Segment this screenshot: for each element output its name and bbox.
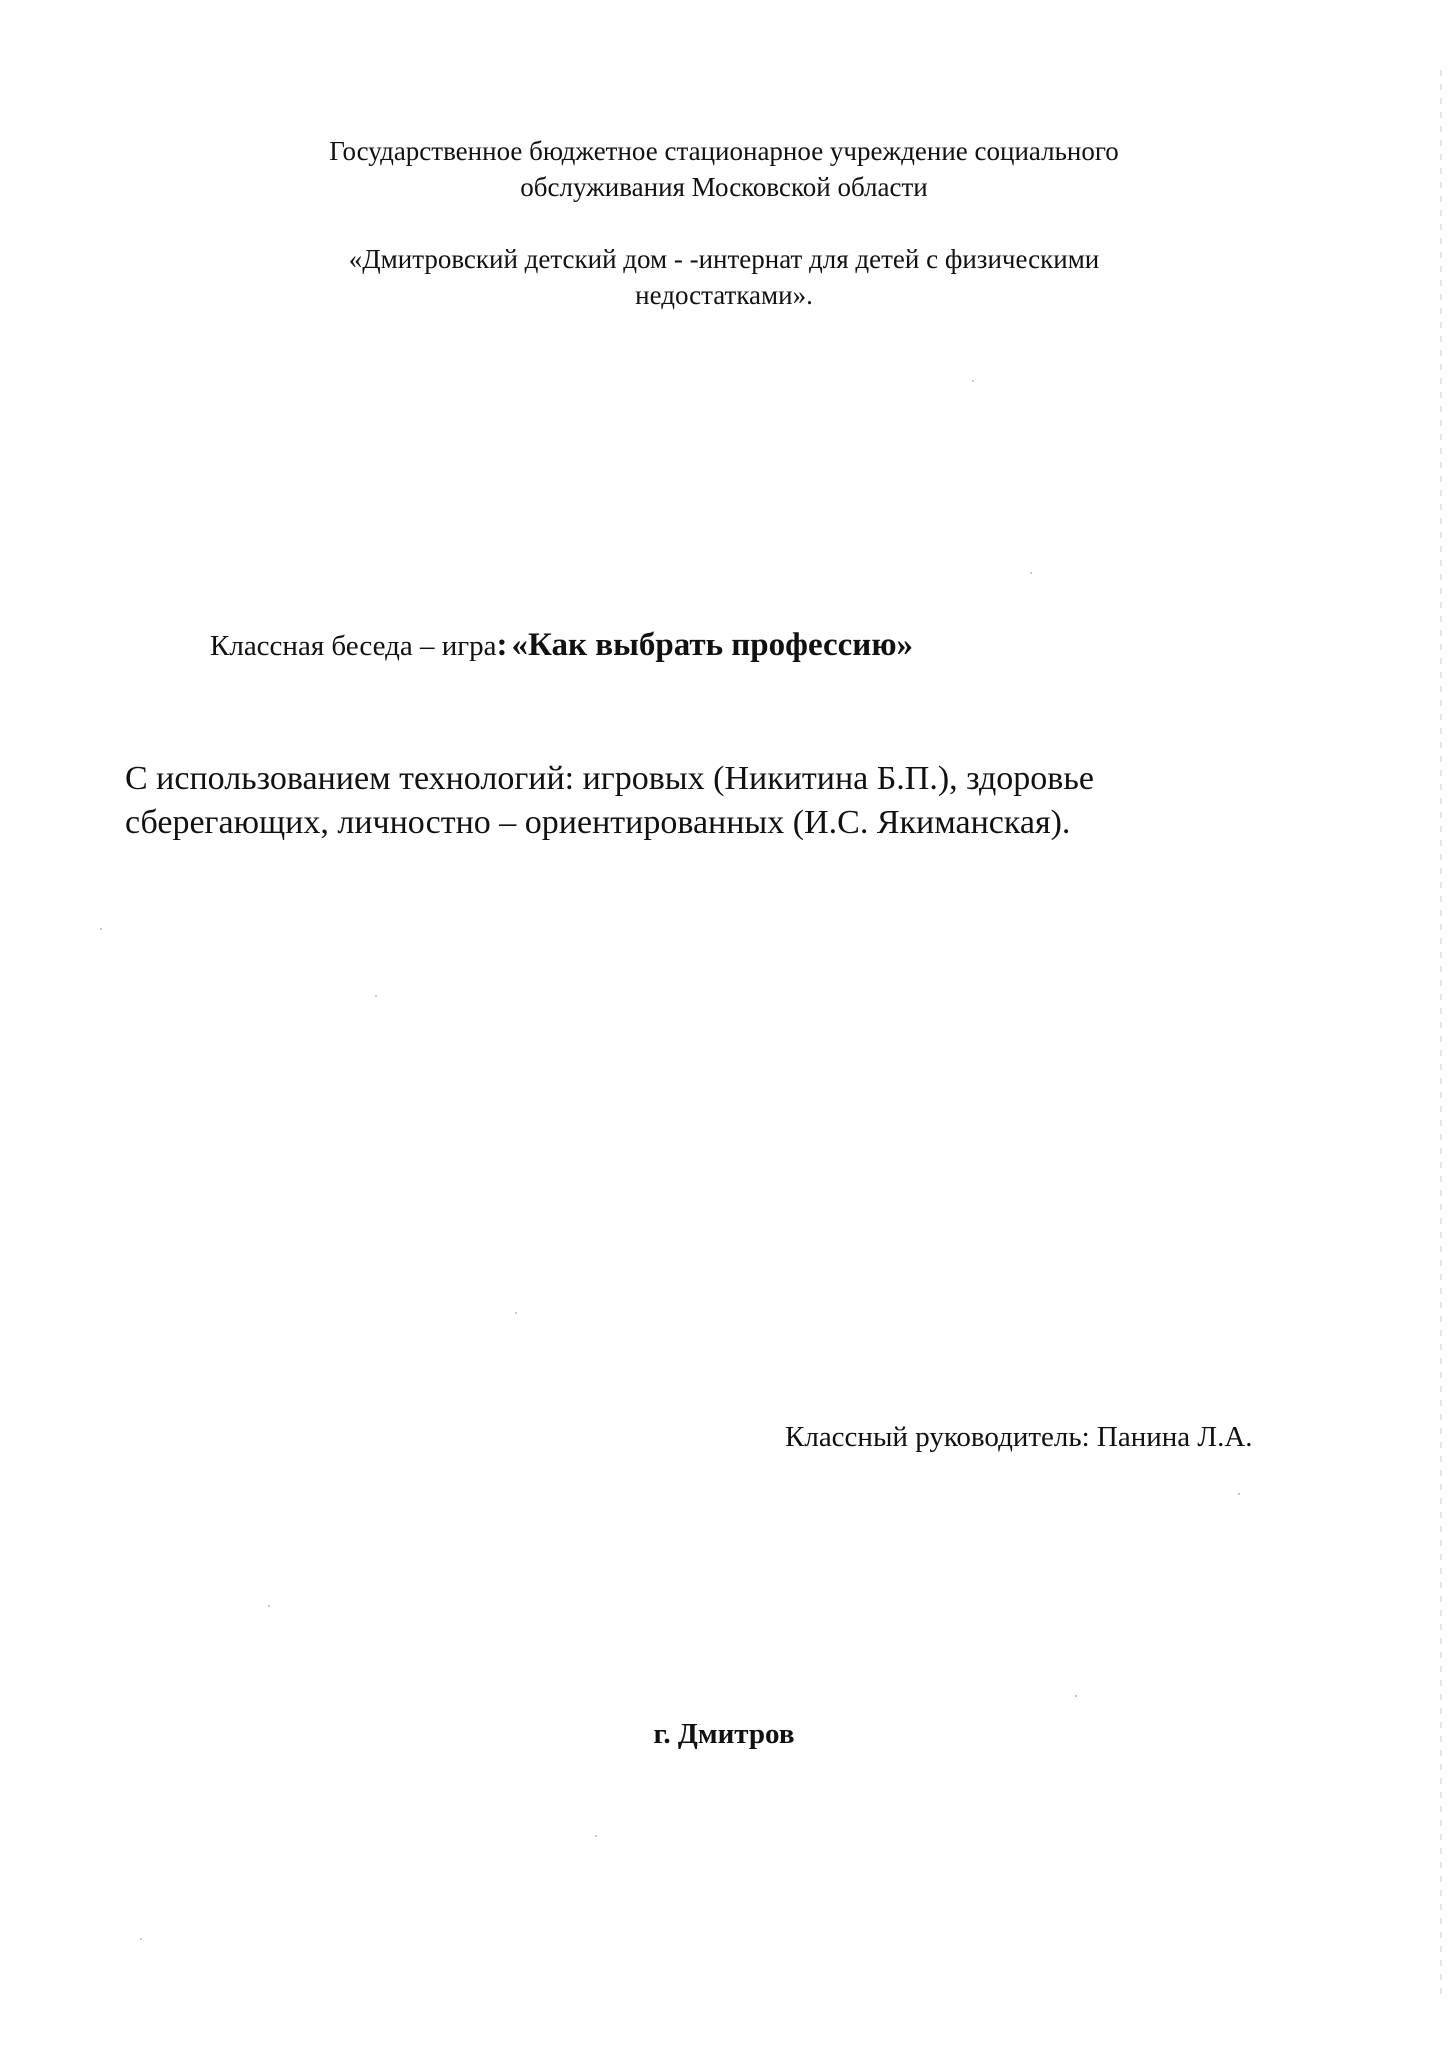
scan-speck: [140, 1938, 142, 1940]
scan-speck: [595, 1835, 597, 1837]
technologies-line-1: С использованием технологий: игровых (Никитина Б.П.), здоровье: [125, 760, 1094, 797]
scan-speck: [972, 380, 974, 382]
scan-speck: [1075, 1695, 1077, 1697]
institution-name-line-2: недостатками».: [635, 280, 813, 310]
lesson-colon: :: [496, 627, 508, 663]
org-name-line-2: обслуживания Московской области: [520, 172, 928, 202]
scan-speck: [1238, 1493, 1240, 1495]
org-name-line-1: Государственное бюджетное стационарное учреждение социального: [329, 136, 1119, 166]
technologies-line-2: сберегающих, личностно – ориентированных (И.С. Якиманская).: [125, 804, 1071, 841]
scan-speck: [375, 995, 377, 997]
class-teacher: Классный руководитель: Панина Л.А.: [785, 1421, 1253, 1453]
scan-edge-artifact: [1440, 70, 1442, 2000]
institution-name-line-1: «Дмитровский детский дом - -интернат для детей с физическими: [348, 244, 1100, 274]
scan-speck: [268, 1605, 270, 1607]
scan-speck: [1030, 572, 1032, 574]
scan-speck: [515, 1312, 517, 1314]
technologies-text: [125, 757, 1094, 845]
lesson-title: [210, 627, 913, 664]
scan-speck: [100, 928, 102, 930]
lesson-name: «Как выбрать профессию»: [511, 627, 914, 663]
city-name: г. Дмитров: [653, 1718, 795, 1750]
lesson-type: Классная беседа – игра: [210, 630, 497, 662]
